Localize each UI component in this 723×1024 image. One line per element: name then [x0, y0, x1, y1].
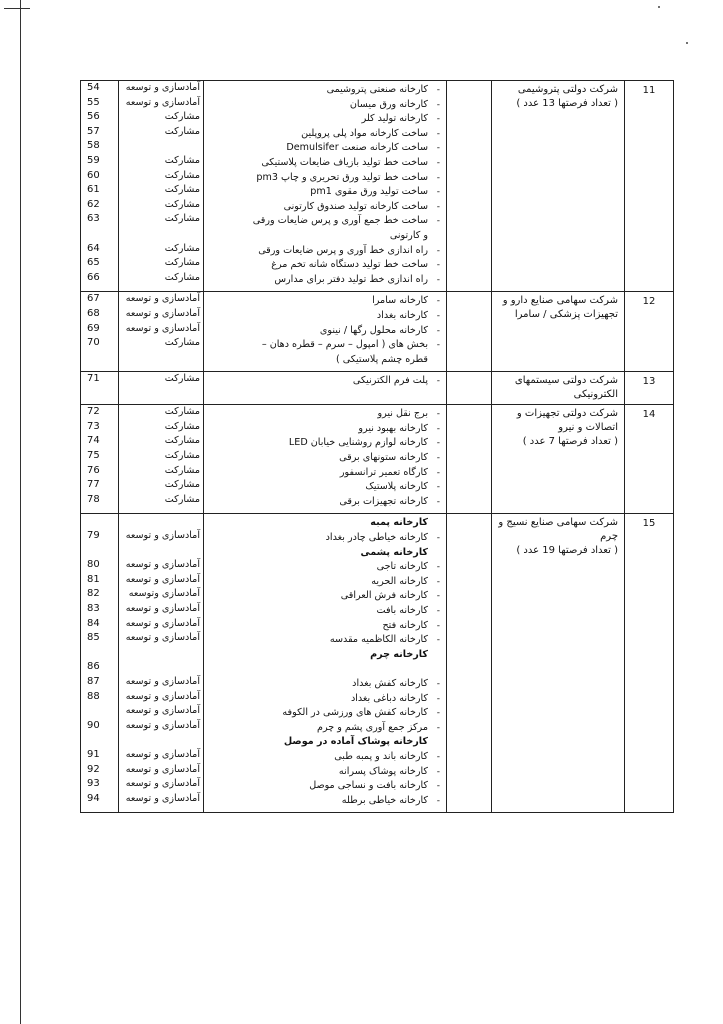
bullet-dash: - — [436, 562, 440, 573]
investment-type: مشارکت — [164, 242, 200, 254]
opportunity-number: 71 — [87, 373, 100, 385]
projects-cell — [204, 81, 447, 292]
investment-type: آمادسازی و توسعه — [125, 573, 200, 585]
investment-type: آمادسازی و توسعه — [125, 322, 200, 334]
project-text: کارخانه تاجی — [376, 561, 428, 573]
investment-type-cell — [119, 405, 204, 514]
bullet-dash: - — [436, 496, 440, 507]
project-text: راه اندازی خط آوری و پرس ضایعات ورقی — [258, 244, 428, 256]
project-item — [210, 214, 440, 229]
project-text: و کارتونی — [389, 229, 428, 241]
project-item — [210, 185, 440, 200]
project-item — [210, 531, 440, 546]
bullet-dash: - — [436, 260, 440, 271]
project-item — [210, 466, 440, 481]
opportunity-number: 70 — [87, 337, 100, 349]
bullet-dash: - — [436, 482, 440, 493]
bullet-dash: - — [436, 453, 440, 464]
investment-type: مشارکت — [164, 169, 200, 181]
group-row — [81, 292, 674, 372]
opportunity-number: 85 — [87, 632, 100, 644]
bullet-dash: - — [436, 766, 440, 777]
investment-type: آمادسازی و توسعه — [125, 617, 200, 629]
project-text: پلت فرم الکترنیکی — [352, 375, 428, 387]
project-item — [210, 83, 440, 98]
investment-type: آمادسازی و توسعه — [125, 559, 200, 571]
project-item — [210, 171, 440, 186]
company-name: شرکت دولتی تجهیزات و اتصالات و نیرو — [516, 408, 618, 434]
opportunity-number: 91 — [87, 748, 100, 760]
project-text: کارخانه ورق میسان — [349, 98, 428, 110]
opportunity-number: 54 — [87, 82, 100, 93]
opportunity-number: 74 — [87, 435, 100, 447]
investment-type — [119, 514, 203, 529]
opportunity-number: 94 — [87, 792, 100, 804]
investment-type: مشارکت — [164, 493, 200, 505]
project-item — [210, 309, 440, 324]
projects-cell — [204, 292, 447, 372]
project-item — [210, 338, 440, 353]
scan-speck — [686, 42, 688, 44]
bullet-dash: - — [436, 310, 440, 321]
bullet-dash: - — [436, 187, 440, 198]
project-text: کارخانه فتح — [382, 619, 428, 631]
group-row — [81, 514, 674, 813]
bullet-dash: - — [436, 678, 440, 689]
bullet-dash: - — [436, 467, 440, 478]
project-item — [210, 112, 440, 127]
opportunity-number: 66 — [87, 271, 100, 283]
project-item — [210, 273, 440, 288]
scan-speck — [658, 6, 660, 8]
project-section-heading — [210, 648, 440, 663]
investment-type: آمادسازی و توسعه — [125, 719, 200, 731]
project-text: کارخانه بافت و نساجی موصل — [309, 780, 428, 792]
page-top-mark — [4, 8, 30, 9]
opportunity-number: 83 — [87, 603, 100, 614]
investment-type: آمادسازی و توسعه — [125, 675, 200, 687]
investment-type: مشارکت — [164, 464, 200, 476]
project-text: کارگاه تعمیر ترانسفور — [339, 466, 428, 478]
opportunity-number: 56 — [87, 111, 100, 123]
project-text: ساخت کارخانه تولید صندوق کارتونی — [283, 200, 428, 212]
bullet-dash: - — [436, 143, 440, 154]
opportunity-count: ( تعداد فرصتها 19 عدد ) — [516, 545, 618, 557]
project-text: کارخانه خیاطی چادر بغداد — [325, 532, 428, 544]
opportunity-number: 68 — [87, 307, 100, 319]
project-text: کارخانه پمبه — [370, 517, 428, 529]
project-item — [210, 706, 440, 721]
opportunity-number: 80 — [87, 559, 100, 571]
project-item — [210, 200, 440, 215]
investment-type: مشارکت — [164, 154, 200, 166]
investment-type: آمادسازی وتوسعه — [128, 588, 200, 600]
company-cell — [492, 81, 625, 292]
empty-cell — [447, 292, 492, 372]
projects-cell — [204, 372, 447, 405]
opportunity-number: 61 — [87, 184, 100, 196]
project-item — [210, 692, 440, 707]
opportunity-number: 76 — [87, 464, 100, 476]
project-text: ساخت خط تولید بازیاف ضایعات پلاستیکی — [261, 156, 428, 168]
project-item — [210, 258, 440, 273]
company-name: شرکت سهامی صنایع دارو و تجهیزات پزشکی / سامرا — [502, 295, 618, 321]
project-item — [210, 765, 440, 780]
opportunity-numbers-cell — [81, 292, 119, 372]
opportunity-number: 64 — [87, 242, 100, 254]
project-text: کارخانه پوشاک آماده در موصل — [283, 736, 428, 748]
investment-type: مشارکت — [164, 198, 200, 210]
investment-type: آمادسازی و توسعه — [125, 293, 200, 305]
investment-type: مشارکت — [164, 111, 200, 123]
investment-type — [119, 351, 203, 366]
bullet-dash: - — [436, 708, 440, 719]
investment-type — [119, 733, 203, 748]
investment-type: مشارکت — [164, 213, 200, 225]
bullet-dash: - — [436, 576, 440, 587]
opportunity-number: 65 — [87, 257, 100, 269]
opportunity-number: 63 — [87, 213, 100, 225]
investment-type — [119, 646, 203, 661]
investment-type: آمادسازی و توسعه — [125, 778, 200, 790]
project-item — [210, 779, 440, 794]
investment-type: آمادسازی و توسعه — [125, 690, 200, 702]
investment-type: مشارکت — [164, 257, 200, 269]
opportunity-numbers-cell — [81, 372, 119, 405]
project-item — [210, 244, 440, 259]
investment-type-cell — [119, 292, 204, 372]
bullet-dash: - — [436, 693, 440, 704]
project-text: کارخانه دباغی بغداد — [350, 692, 428, 704]
project-item — [210, 156, 440, 171]
empty-cell — [447, 81, 492, 292]
project-item — [210, 589, 440, 604]
bullet-dash: - — [436, 114, 440, 125]
bullet-dash: - — [436, 201, 440, 212]
project-item — [210, 604, 440, 619]
project-item — [210, 422, 440, 437]
investment-type: مشارکت — [164, 479, 200, 491]
project-text: ساخت خط جمع آوری و پرس ضایعات ورقی — [252, 215, 428, 227]
investment-type-cell — [119, 514, 204, 813]
opportunity-numbers-cell — [81, 81, 119, 292]
bullet-dash: - — [436, 157, 440, 168]
empty-cell — [447, 405, 492, 514]
company-cell — [492, 292, 625, 372]
opportunity-number: 77 — [87, 479, 100, 491]
bullet-dash: - — [436, 99, 440, 110]
company-cell — [492, 514, 625, 813]
bullet-dash: - — [436, 606, 440, 616]
opportunity-number: 69 — [87, 322, 100, 334]
project-item — [210, 407, 440, 422]
project-item — [210, 560, 440, 575]
project-item — [210, 721, 440, 736]
project-text: کارخانه فرش العراقی — [340, 590, 428, 602]
opportunity-number: 60 — [87, 169, 100, 181]
investment-type: مشارکت — [164, 420, 200, 432]
project-text: کارخانه پشمی — [360, 546, 428, 558]
project-text: کارخانه بغداد — [376, 309, 428, 321]
opportunity-numbers-cell — [81, 405, 119, 514]
project-text: کارخانه سامرا — [372, 295, 428, 307]
project-item — [210, 294, 440, 309]
opportunity-number — [81, 544, 118, 559]
investment-type: مشارکت — [164, 450, 200, 462]
project-item — [210, 480, 440, 495]
bullet-dash: - — [436, 274, 440, 285]
investment-type: مشارکت — [164, 337, 200, 349]
investment-type: آمادسازی و توسعه — [125, 705, 200, 717]
opportunity-number: 58 — [87, 140, 100, 152]
opportunity-number — [81, 704, 118, 719]
bullet-dash: - — [436, 635, 440, 646]
investment-type: آمادسازی و توسعه — [125, 792, 200, 804]
opportunity-number: 55 — [87, 96, 100, 108]
opportunity-number: 62 — [87, 198, 100, 210]
opportunity-number — [81, 514, 118, 529]
opportunity-number: 82 — [87, 588, 100, 600]
investment-type: مشارکت — [164, 435, 200, 447]
investment-type: آمادسازی و توسعه — [125, 763, 200, 775]
bullet-dash: - — [436, 325, 440, 336]
opportunity-number — [81, 646, 118, 661]
row-number: 13 — [625, 372, 674, 405]
investment-type: آمادسازی و توسعه — [125, 82, 200, 93]
opportunity-number: 72 — [87, 406, 100, 418]
project-item — [210, 495, 440, 510]
bullet-dash: - — [436, 216, 440, 227]
project-text: کارخانه صنعتی پتروشیمی — [326, 84, 428, 95]
investment-type — [119, 544, 203, 559]
company-cell — [492, 372, 625, 405]
empty-cell — [447, 514, 492, 813]
bullet-dash: - — [436, 722, 440, 733]
bullet-dash: - — [436, 85, 440, 95]
project-text: کارخانه محلول رگها / نینوی — [319, 324, 428, 336]
bullet-dash: - — [436, 423, 440, 434]
project-item — [210, 794, 440, 809]
project-item — [210, 229, 440, 244]
project-item — [210, 374, 440, 389]
opportunity-numbers-cell — [81, 514, 119, 813]
project-item — [210, 619, 440, 634]
projects-cell — [204, 514, 447, 813]
project-text: ساخت خط تولید ورق تحریری و چاپ pm3 — [256, 171, 428, 183]
project-text: کارخانه بهبود نیرو — [358, 422, 428, 434]
project-text: مرکز جمع آوری پشم و چرم — [317, 721, 428, 733]
investment-type: آمادسازی و توسعه — [125, 748, 200, 760]
investment-type: آمادسازی و توسعه — [125, 307, 200, 319]
project-text: ساخت کارخانه مواد پلی پروپلین — [301, 127, 428, 139]
investment-type: مشارکت — [164, 373, 200, 385]
project-item — [210, 677, 440, 692]
project-text: برج نقل نیرو — [377, 408, 428, 420]
bullet-dash: - — [436, 751, 440, 762]
project-text: کارخانه پوشاک پسرانه — [338, 765, 428, 777]
group-row — [81, 81, 674, 292]
investment-type — [119, 139, 203, 154]
project-text: بخش های ( امپول – سرم – قطره دهان – — [261, 339, 428, 351]
project-section-heading — [210, 546, 440, 561]
opportunity-number: 57 — [87, 125, 100, 137]
opportunity-number: 59 — [87, 154, 100, 166]
project-text: کارخانه لوازم روشنایی خیابان LED — [288, 437, 428, 449]
investment-type: مشارکت — [164, 406, 200, 418]
company-name: شرکت دولتی سیستمهای الکترونیکی — [514, 375, 618, 401]
project-item — [210, 98, 440, 113]
investment-type-cell — [119, 372, 204, 405]
opportunities-table — [80, 80, 674, 813]
opportunity-number: 87 — [87, 675, 100, 687]
project-text: ساخت خط تولید دستگاه شانه تخم مرغ — [271, 259, 428, 271]
project-text: کارخانه چرم — [370, 648, 428, 660]
project-item — [210, 141, 440, 156]
bullet-dash: - — [436, 781, 440, 792]
investment-type: آمادسازی و توسعه — [125, 530, 200, 542]
opportunity-number — [81, 351, 118, 366]
project-section-heading — [210, 735, 440, 750]
page-left-rule — [20, 0, 21, 1024]
bullet-dash: - — [436, 438, 440, 449]
opportunity-number: 81 — [87, 573, 100, 585]
bullet-dash: - — [436, 172, 440, 183]
project-text: کارخانه الحریه — [371, 575, 428, 587]
investment-type: آمادسازی و توسعه — [125, 603, 200, 614]
projects-cell — [204, 405, 447, 514]
opportunity-count: ( تعداد فرصتها 7 عدد ) — [522, 436, 618, 448]
project-text: قطره چشم پلاستیکی ) — [335, 353, 428, 365]
opportunity-number: 75 — [87, 450, 100, 462]
project-item — [210, 324, 440, 339]
company-cell — [492, 405, 625, 514]
opportunity-number: 88 — [87, 690, 100, 702]
project-text: کارخانه کفش بغداد — [352, 677, 428, 689]
project-text: کارخانه تجهیزات برقی — [339, 495, 428, 507]
project-text: کارخانه الکاظمیه مقدسه — [329, 634, 428, 646]
company-name: شرکت سهامی صنایع نسیج و چرم — [498, 517, 618, 543]
bullet-dash: - — [436, 296, 440, 307]
row-number: 12 — [625, 292, 674, 372]
bullet-dash: - — [436, 533, 440, 544]
bullet-dash: - — [436, 245, 440, 256]
project-text: کارخانه ستونهای برقی — [339, 452, 428, 464]
opportunity-count: ( تعداد فرصتها 13 عدد ) — [516, 98, 618, 109]
group-row — [81, 405, 674, 514]
investment-type: آمادسازی و توسعه — [125, 96, 200, 108]
project-text: کارخانه تولید کلر — [361, 113, 428, 125]
bullet-dash: - — [436, 340, 440, 351]
opportunity-number: 78 — [87, 493, 100, 505]
project-text: کارخانه خیاطی برطله — [341, 794, 428, 806]
opportunity-number: 86 — [87, 661, 100, 673]
opportunity-number — [81, 733, 118, 748]
opportunity-number: 93 — [87, 778, 100, 790]
bullet-dash: - — [436, 591, 440, 602]
project-text: ساخت تولید ورق مقوی pm1 — [310, 186, 428, 198]
project-text: کارخانه کفش های ورزشی در الکوفه — [282, 707, 428, 719]
project-item — [210, 451, 440, 466]
opportunity-number: 79 — [87, 530, 100, 542]
investment-type: مشارکت — [164, 271, 200, 283]
project-item — [210, 662, 440, 677]
row-number: 14 — [625, 405, 674, 514]
company-name: شرکت دولتی پتروشیمی — [517, 84, 618, 95]
opportunity-number: 90 — [87, 719, 100, 731]
project-text: ساخت کارخانه صنعت Demulsifer — [286, 142, 428, 154]
project-section-heading — [210, 516, 440, 531]
group-row — [81, 372, 674, 405]
project-item — [210, 436, 440, 451]
investment-type — [119, 660, 203, 675]
investment-type — [119, 227, 203, 242]
opportunity-number: 73 — [87, 420, 100, 432]
project-item — [210, 353, 440, 368]
bullet-dash: - — [436, 620, 440, 631]
opportunity-number: 67 — [87, 293, 100, 305]
opportunity-number — [81, 227, 118, 242]
investment-type: مشارکت — [164, 184, 200, 196]
opportunity-number: 84 — [87, 617, 100, 629]
investment-type-cell — [119, 81, 204, 292]
empty-cell — [447, 372, 492, 405]
investment-type: آمادسازی و توسعه — [125, 632, 200, 644]
project-item — [210, 575, 440, 590]
project-text: کارخانه باند و پمبه طبی — [334, 750, 428, 762]
project-text: کارخانه پلاستیک — [365, 481, 428, 493]
bullet-dash: - — [436, 128, 440, 139]
bullet-dash: - — [436, 376, 440, 387]
investment-type: مشارکت — [164, 125, 200, 137]
opportunity-number: 92 — [87, 763, 100, 775]
project-item — [210, 127, 440, 142]
project-text: راه اندازی خط تولید دفتر برای مدارس — [274, 273, 428, 285]
project-text: کارخانه بافت — [376, 605, 428, 616]
project-item — [210, 633, 440, 648]
bullet-dash: - — [436, 795, 440, 806]
row-number: 15 — [625, 514, 674, 813]
row-number: 11 — [625, 81, 674, 292]
project-item — [210, 750, 440, 765]
bullet-dash: - — [436, 409, 440, 420]
